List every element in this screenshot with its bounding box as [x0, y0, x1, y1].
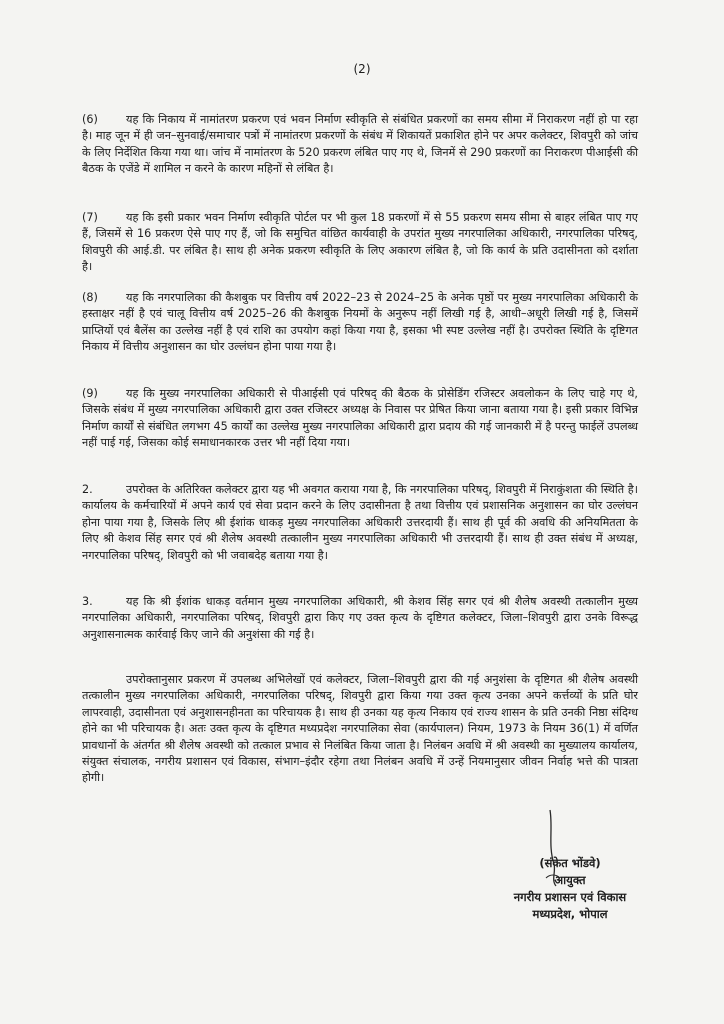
paragraph-number: 3. — [82, 595, 93, 608]
signature-block — [470, 855, 670, 923]
paragraph-text: यह कि नगरपालिका की कैशबुक पर वित्तीय वर्ष 2022–23 से 2024–25 के अनेक पृष्ठों पर मुख्य नगरपालिका अधिकारी के हस्ताक्षर नहीं है एवं चालू वित्तीय वर्ष 2025–26 की कैशबुक नियमों के अनुरूप नहीं लिखी गई है, आधी–अधूरी लिखी गई है, जिसमें प्राप्तियों एवं बैलेंस का उल्लेख नहीं है एवं राशि का उपयोग कहां किया गया है, इसका भी स्पष्ट उल्लेख नहीं है। उपरोक्त स्थिति के दृष्टिगत निकाय में वित्तीय अनुशासन का घोर उल्लंघन होना पाया गया है। — [82, 291, 638, 354]
signatory-department: नगरीय प्रशासन एवं विकास — [513, 890, 627, 904]
signatory-location: मध्यप्रदेश, भोपाल — [532, 907, 608, 921]
signatory-name: (संकेत भोंडवे) — [539, 856, 601, 870]
paragraph-7 — [82, 210, 638, 276]
paragraph-6 — [82, 112, 638, 178]
paragraph-number: (6) — [82, 113, 98, 126]
paragraph-order — [82, 672, 638, 787]
signatory-designation: आयुक्त — [554, 873, 586, 887]
paragraph-text: उपरोक्त के अतिरिक्त कलेक्टर द्वारा यह भी अवगत कराया गया है, कि नगरपालिका परिषद्, शिवपुरी में निराकुंशता की स्थिति है। कार्यालय के कर्मचारियों में अपने कार्य एवं सेवा प्रदान करने के लिए उदासीनता है तथा वित्तीय एवं प्रशासनिक अनुशासन का घोर उल्लंघन होना पाया गया है, जिसके लिए श्री ईशांक धाकड़ मुख्य नगरपालिका अधिकारी उत्तरदायी हैं। साथ ही पूर्व की अवधि की अनियमितता के लिए श्री केशव सिंह सगर एवं श्री शैलेष अवस्थी तत्कालीन मुख्य नगरपालिका अधिकारी भी उत्तरदायी हैं। साथ ही उक्त संबंध में अध्यक्ष, नगरपालिका परिषद्, शिवपुरी को भी जवाबदेह बताया गया है। — [82, 483, 638, 562]
paragraph-text: यह कि इसी प्रकार भवन निर्माण स्वीकृति पोर्टल पर भी कुल 18 प्रकरणों में से 55 प्रकरण समय सीमा से बाहर लंबित पाए गए हैं, जिसमें से 16 प्रकरण ऐसे पाए गए हैं, जो कि समुचित वांछित कार्यवाही के उपरांत मुख्य नगरपालिका अधिकारी, नगरपालिका परिषद्, शिवपुरी की आई.डी. पर लंबित है। साथ ही अनेक प्रकरण स्वीकृति के लिए अकारण लंबित है, जो कि कार्य के प्रति उदासीनता को दर्शाता है। — [82, 211, 638, 274]
paragraph-number: 2. — [82, 483, 93, 496]
page-number: (2) — [353, 62, 371, 76]
paragraph-text: उपरोक्तानुसार प्रकरण में उपलब्ध अभिलेखों एवं कलेक्टर, जिला–शिवपुरी द्वारा की गई अनुशंसा के दृष्टिगत श्री शैलेष अवस्थी तत्कालीन मुख्य नगरपालिका अधिकारी, नगरपालिका परिषद्, शिवपुरी द्वारा किया गया उक्त कृत्य उनका अपने कर्त्तव्यों के प्रति घोर लापरवाही, उदासीनता एवं अनुशासनहीनता का परिचायक है। साथ ही उनका यह कृत्य निकाय एवं राज्य शासन के प्रति उनकी निष्ठा संदिग्ध होने का भी परिचायक है। अतः उक्त कृत्य के दृष्टिगत मध्यप्रदेश नगरपालिका सेवा (कार्यपालन) नियम, 1973 के नियम 36(1) में वर्णित प्रावधानों के अंतर्गत श्री शैलेष अवस्थी को तत्काल प्रभाव से निलंबित किया जाता है। निलंबन अवधि में श्री अवस्थी का मुख्यालय कार्यालय, संयुक्त संचालक, नगरीय प्रशासन एवं विकास, संभाग–इंदौर रहेगा तथा निलंबन अवधि में उन्हें नियमानुसार जीवन निर्वाह भत्ते की पात्रता होगी। — [82, 673, 638, 785]
paragraph-8 — [82, 290, 638, 356]
paragraph-number: (7) — [82, 211, 98, 224]
paragraph-2 — [82, 482, 638, 564]
paragraph-number: (8) — [82, 291, 98, 304]
paragraph-3 — [82, 594, 638, 643]
paragraph-9 — [82, 386, 638, 452]
paragraph-text: यह कि श्री ईशांक धाकड़ वर्तमान मुख्य नगरपालिका अधिकारी, श्री केशव सिंह सगर एवं श्री शैलेष अवस्थी तत्कालीन मुख्य नगरपालिका अधिकारी, नगरपालिका परिषद्, शिवपुरी द्वारा किए गए उक्त कृत्य के दृष्टिगत कलेक्टर, जिला–शिवपुरी द्वारा उनके विरूद्ध अनुशासनात्मक कार्रवाई किए जाने की अनुशंसा की गई है। — [82, 595, 638, 641]
paragraph-text: यह कि मुख्य नगरपालिका अधिकारी से पीआईसी एवं परिषद् की बैठक के प्रोसेडिंग रजिस्टर अवलोकन के लिए चाहे गए थे, जिसके संबंध में मुख्य नगरपालिका अधिकारी द्वारा उक्त रजिस्टर अध्यक्ष के निवास पर प्रेषित किया जाना बताया गया है। इसी प्रकार विभिन्न निर्माण कार्यों से संबंधित लगभग 45 कार्यों का उल्लेख मुख्य नगरपालिका अधिकारी द्वारा प्रदाय की गई जानकारी में है परन्तु फाईलें उपलब्ध नहीं पाई गई, जिसका कोई समाधानकारक उत्तर भी नहीं दिया गया। — [82, 387, 638, 450]
paragraph-text: यह कि निकाय में नामांतरण प्रकरण एवं भवन निर्माण स्वीकृति से संबंधित प्रकरणों का समय सीमा में निराकरण नहीं हो पा रहा है। माह जून में ही जन–सुनवाई/समाचार पत्रों में नामांतरण प्रकरणों के संबंध में शिकायतें प्रकाशित होने पर अपर कलेक्टर, शिवपुरी को जांच के लिए निर्देशित किया गया था। जांच में नामांतरण के 520 प्रकरण लंबित पाए गए थे, जिनमें से 290 प्रकरणों का निराकरण पीआईसी की बैठक के एजेंडे में शामिल न करने के कारण महिनों से लंबित है। — [82, 113, 638, 176]
paragraph-number: (9) — [82, 387, 98, 400]
